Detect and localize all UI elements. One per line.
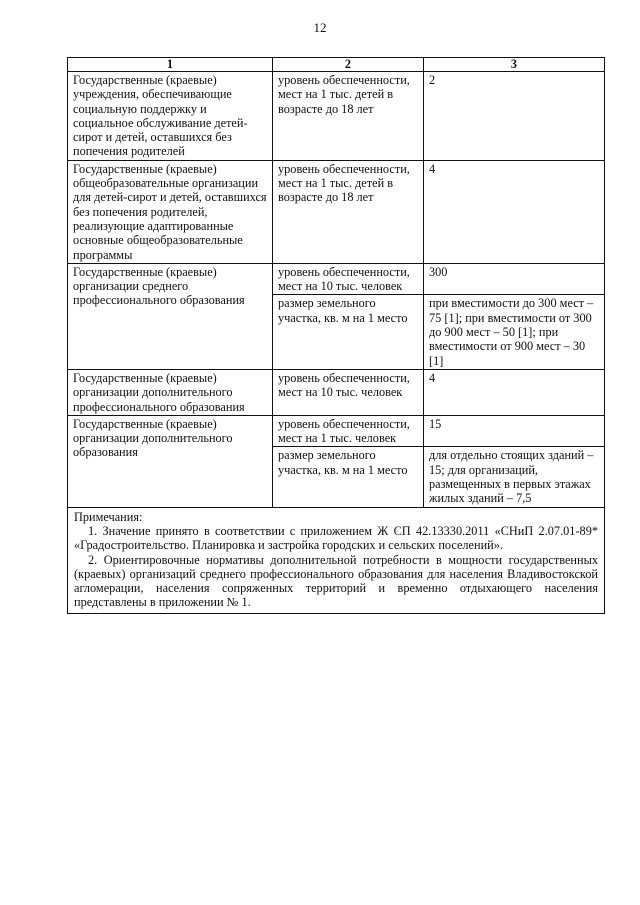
indicator-cell: уровень обеспеченности, мест на 1 тыс. детей в возрасте до 18 лет xyxy=(273,160,424,263)
value-cell: 4 xyxy=(424,160,605,263)
notes-cell xyxy=(68,507,605,613)
value-cell: 4 xyxy=(424,369,605,415)
organization-cell: Государственные (краевые) учреждения, обеспечивающие социальную поддержку и социальное обслуживание детей-сирот и детей, оставшихся без попечения родителей xyxy=(68,72,273,161)
value-cell: 15 xyxy=(424,415,605,447)
norms-table xyxy=(67,57,605,614)
note-item: 2. Ориентировочные нормативы дополнительной потребности в мощности государственных (краевых) организаций среднего профессионального образования для населения Владивостокской агломерации, населения сопряженных территорий и временно отдыхающего населения представлены в приложении № 1. xyxy=(74,552,598,610)
table-row xyxy=(68,160,605,263)
indicator-cell: уровень обеспеченности, мест на 10 тыс. человек xyxy=(273,263,424,295)
indicator-cell: уровень обеспеченности, мест на 1 тыс. человек xyxy=(273,415,424,447)
table-row xyxy=(68,369,605,415)
indicator-cell: размер земельного участка, кв. м на 1 место xyxy=(273,447,424,507)
table-header-row xyxy=(68,58,605,72)
notes-title: Примечания: xyxy=(74,509,143,524)
indicator-cell: уровень обеспеченности, мест на 10 тыс. человек xyxy=(273,369,424,415)
value-cell: при вместимости до 300 мест – 75 [1]; при вместимости от 300 до 900 мест – 50 [1]; при вместимости от 900 мест – 30 [1] xyxy=(424,295,605,369)
column-header: 3 xyxy=(424,58,605,72)
column-header: 2 xyxy=(273,58,424,72)
table-row xyxy=(68,415,605,447)
organization-cell: Государственные (краевые) организации среднего профессионального образования xyxy=(68,263,273,369)
note-item: 1. Значение принято в соответствии с приложением Ж СП 42.13330.2011 «СНиП 2.07.01-89* «Градостроительство. Планировка и застройка городских и сельских поселений». xyxy=(74,523,598,553)
organization-cell: Государственные (краевые) организации дополнительного профессионального образования xyxy=(68,369,273,415)
value-cell: 2 xyxy=(424,72,605,161)
notes-row xyxy=(68,507,605,613)
value-cell: 300 xyxy=(424,263,605,295)
indicator-cell: уровень обеспеченности, мест на 1 тыс. детей в возрасте до 18 лет xyxy=(273,72,424,161)
table-row xyxy=(68,263,605,295)
column-header: 1 xyxy=(68,58,273,72)
page-number: 12 xyxy=(313,20,327,35)
table-row xyxy=(68,72,605,161)
value-cell: для отдельно стоящих зданий – 15; для организаций, размещенных в первых этажах жилых зданий – 7,5 xyxy=(424,447,605,507)
organization-cell: Государственные (краевые) организации дополнительного образования xyxy=(68,415,273,507)
organization-cell: Государственные (краевые) общеобразовательные организации для детей-сирот и детей, оставшихся без попечения родителей, реализующие адаптированные основные общеобразовательные программы xyxy=(68,160,273,263)
indicator-cell: размер земельного участка, кв. м на 1 место xyxy=(273,295,424,369)
